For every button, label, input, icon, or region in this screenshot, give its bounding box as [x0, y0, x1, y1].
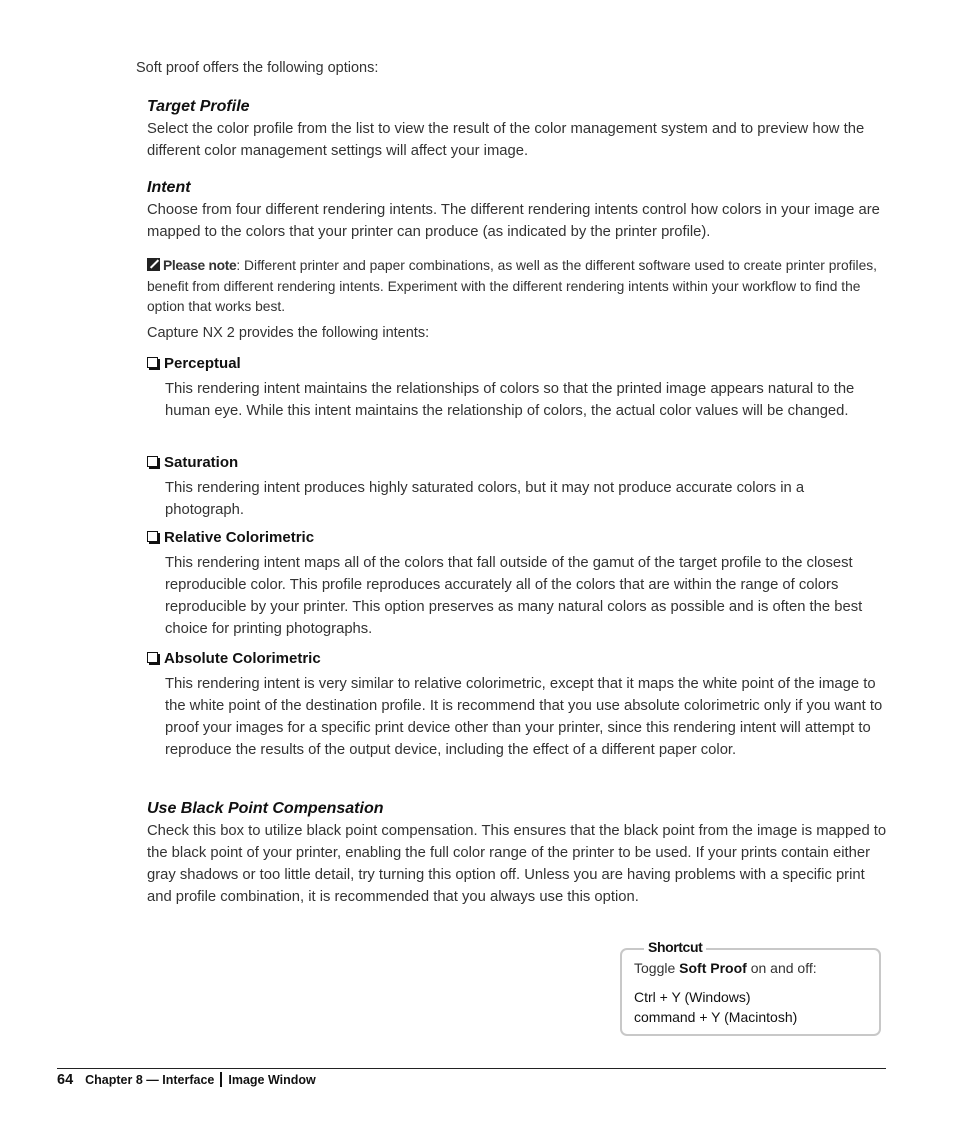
- intent-section: [147, 177, 887, 243]
- note-text: : Different printer and paper combinations, as well as the different software used to create printer profiles, benefit from different rendering intents. Experiment with the different rendering intents within your workflow to find the option that works best.: [147, 258, 878, 314]
- note-pencil-icon: [147, 258, 160, 271]
- note-block: [147, 256, 887, 318]
- toggle-bold: Soft Proof: [679, 960, 747, 976]
- intent-item-absolute-colorimetric: [147, 648, 887, 761]
- intent-description: This rendering intent maps all of the colors that fall outside of the gamut of the target profile to the closest reproducible color. This profile reproduces accurately all of the colors that are within the range of colors reproducible by your printer. This option preserves as many natural colors as possible and is often the best choice for printing photographs.: [165, 555, 863, 637]
- intent-description: This rendering intent produces highly saturated colors, but it may not produce accurate colors in a photograph.: [165, 480, 805, 518]
- shortcut-windows: Ctrl + Y (Windows): [634, 989, 751, 1005]
- footer-rule: [57, 1068, 886, 1069]
- intent-description: This rendering intent maintains the relationships of colors so that the printed image appears natural to the human eye. While this intent maintains the relationship of colors, the actual color values will be changed.: [165, 381, 855, 419]
- footer-separator: [220, 1072, 222, 1087]
- page-number: 64: [57, 1072, 74, 1088]
- intent-name: Absolute Colorimetric: [164, 650, 321, 667]
- toggle-prefix: Toggle: [634, 960, 680, 976]
- checkbox-bullet-icon: [147, 456, 158, 467]
- capture-intro-text: Capture NX 2 provides the following intents:: [147, 325, 430, 341]
- shortcut-box: [620, 939, 881, 1036]
- intent-body: Choose from four different rendering intents. The different rendering intents control how colors in your image are mapped to the colors that your printer can produce (as indicated by the printer profile).: [147, 202, 880, 240]
- intent-item-relative-colorimetric: [147, 527, 887, 640]
- intent-description: This rendering intent is very similar to relative colorimetric, except that it maps the white point of the image to the white point of the destination profile. It is recommend that you use absolute colorimetric only if you want to proof your images for a specific print device other than your printer, since this rendering intent will attempt to reproduce the results of the output device, including the effect of a different paper color.: [165, 676, 883, 758]
- target-profile-title: Target Profile: [147, 98, 250, 115]
- checkbox-bullet-icon: [147, 357, 158, 368]
- footer-chapter: Chapter 8 — Interface: [85, 1073, 215, 1087]
- footer: [57, 1072, 316, 1088]
- shortcut-title: Shortcut: [644, 939, 706, 955]
- shortcut-mac: command + Y (Macintosh): [634, 1009, 798, 1025]
- intent-item-saturation: [147, 452, 887, 521]
- toggle-suffix: on and off:: [746, 960, 817, 976]
- note-label: Please note: [163, 258, 237, 273]
- black-point-body: Check this box to utilize black point compensation. This ensures that the black point from the image is mapped to the black point of your printer, enabling the full color range of the printer to be used. If your prints contain either gray shadows or too little detail, try turning this option off. Unless you are having problems with a specific print and profile combination, it is recommended that you always use this option.: [147, 823, 887, 905]
- target-profile-section: [147, 96, 887, 162]
- black-point-title: Use Black Point Compensation: [147, 800, 384, 817]
- checkbox-bullet-icon: [147, 531, 158, 542]
- intent-name: Relative Colorimetric: [164, 529, 315, 546]
- intent-name: Saturation: [164, 454, 239, 471]
- target-profile-body: Select the color profile from the list to view the result of the color management system and to preview how the different color management settings will affect your image.: [147, 121, 865, 159]
- footer-section: Image Window: [228, 1073, 316, 1087]
- intent-item-perceptual: [147, 353, 887, 422]
- shortcut-toggle-line: [634, 960, 817, 976]
- intro-text: Soft proof offers the following options:: [136, 60, 379, 76]
- intent-name: Perceptual: [164, 355, 241, 372]
- black-point-section: [147, 798, 887, 908]
- intent-title: Intent: [147, 179, 191, 196]
- checkbox-bullet-icon: [147, 652, 158, 663]
